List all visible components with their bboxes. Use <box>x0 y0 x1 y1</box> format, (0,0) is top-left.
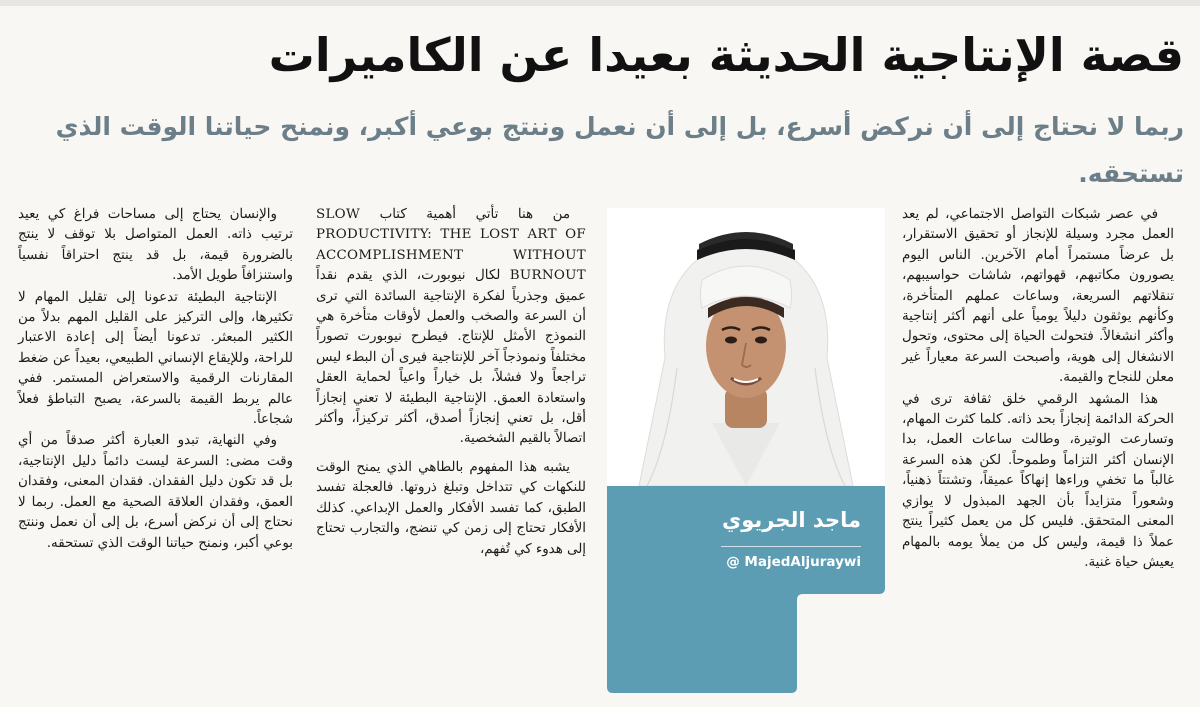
paragraph: والإنسان يحتاج إلى مساحات فراغ كي يعيد ترتيب ذاته. العمل المتواصل بلا توقف لا ينتج بالضرورة قيمة، بل قد ينتج احتراقاً نفسياً واستنزافاً طويل الأمد. <box>18 207 293 284</box>
author-name: ماجد الجريوي <box>721 508 861 532</box>
author-divider <box>721 546 861 547</box>
book-title: SLOW PRODUCTIVITY: THE LOST ART OF ACCOMPLISHMENT WITHOUT BURNOUT <box>316 207 586 284</box>
paragraph: في عصر شبكات التواصل الاجتماعي، لم يعد العمل مجرد وسيلة للإنجاز أو تحقيق الاستقرار، بل عرضاً مستمراً أمام الآخرين. الناس اليوم يصورون مكاتبهم، قهواتهم، شاشات حواسيبهم، تنقلاتهم السريعة، وساعات عملهم المتأخرة، وكأنهم يوثقون دليلاً يومياً على أنهم أكثر إنتاجية وأكثر انشغالاً. فتحولت الحياة إلى محتوى، وتحول الانشغال إلى هوية، وأصبحت السرعة معياراً غير معلن للنجاح والقيمة. <box>902 207 1174 386</box>
paragraph: هذا المشهد الرقمي خلق ثقافة ترى في الحركة الدائمة إنجازاً بحد ذاته. كلما كثرت المهام، وتسارعت الوتيرة، وطالت ساعات العمل، بدا الإنسان أكثر التزاماً وطموحاً. لكن هذه السرعة غالباً ما تخفي وراءها إنهاكاً عميقاً، وتشتتاً ذهنياً، وشعوراً متزايداً بأن الجهد المبذول لا يوازي المعنى المتحقق. فليس كل من يعمل كثيراً ينتج عملاً ذا قيمة، وليس كل من يملأ يومه بالمهام يعيش حياة غنية. <box>902 391 1174 570</box>
paragraph: الإنتاجية البطيئة تدعونا إلى تقليل المهام لا تكثيرها، وإلى التركيز على القليل المهم بدلاً من الكثير المبعثر. تدعونا أيضاً إلى إعادة الاعتبار للراحة، وللإيقاع الإنساني الطبيعي، بعيداً عن ضغط المقارنات الرقمية والاستعراض المستمر. ففي عالم يربط القيمة بالسرعة، يصبح التباطؤ فعلاً شجاعاً. <box>18 289 293 428</box>
column-right <box>902 205 1174 574</box>
column-left <box>18 205 293 555</box>
text-span: لكال نيوبورت، الذي يقدم نقداً عميق وجذرياً لفكرة الإنتاجية السائدة التي ترى أن السرعة والصخب والعمل لأوقات متأخرة هي النموذج الأمثل للإنتاج. فيطرح نيوبورت تصوراً مختلفاً ونموذجاً آخر للإنتاجية فيرى أن البطء ليس تراجعاً ولا فشلاً، بل خياراً واعياً لحماية العقل واستعادة العمق. الإنتاجية البطيئة لا تعني إنجازاً أقل، بل تعني إنجازاً أصدق، أكثر تركيزاً، وأكثر اتصالاً بالقيم الشخصية. <box>316 268 586 447</box>
paragraph: يشبه هذا المفهوم بالطاهي الذي يمنح الوقت للنكهات كي تتداخل وتبلغ ذروتها. فالعجلة تفسد الطبق، كما تفسد الأفكار والعمل الإبداعي. كذلك الأفكار تحتاج إلى زمن كي تنضج، والتجارب تحتاج إلى هدوء كي تُفهم، <box>316 459 586 557</box>
top-rule <box>0 0 1200 6</box>
author-card <box>607 486 885 693</box>
paragraph-book-intro <box>316 205 586 450</box>
article-headline: قصة الإنتاجية الحديثة بعيدا عن الكاميرات <box>268 28 1184 82</box>
author-photo <box>607 208 885 486</box>
column-middle <box>316 205 586 561</box>
paragraph: وفي النهاية، تبدو العبارة أكثر صدقاً من أي وقت مضى: السرعة ليست دائماً دليل الإنتاجية، بل قد تكون دليل الفقدان. فقدان المعنى، وفقدان العمق، وفقدان العلاقة الصحية مع العمل. ربما لا نحتاج إلى أن نركض أسرع، بل إلى أن نعمل وننتج بوعي أكبر، ونمنح حياتنا الوقت الذي تستحقه. <box>18 433 293 551</box>
article-subtitle: ربما لا نحتاج إلى أن نركض أسرع، بل إلى أن نعمل وننتج بوعي أكبر، ونمنح حياتنا الوقت الذي تستحقه. <box>55 112 1184 188</box>
author-portrait-illustration <box>607 208 885 486</box>
author-twitter-handle: @ MajedAljuraywi <box>726 554 861 570</box>
text-span: من هنا تأتي أهمية كتاب <box>360 207 570 222</box>
